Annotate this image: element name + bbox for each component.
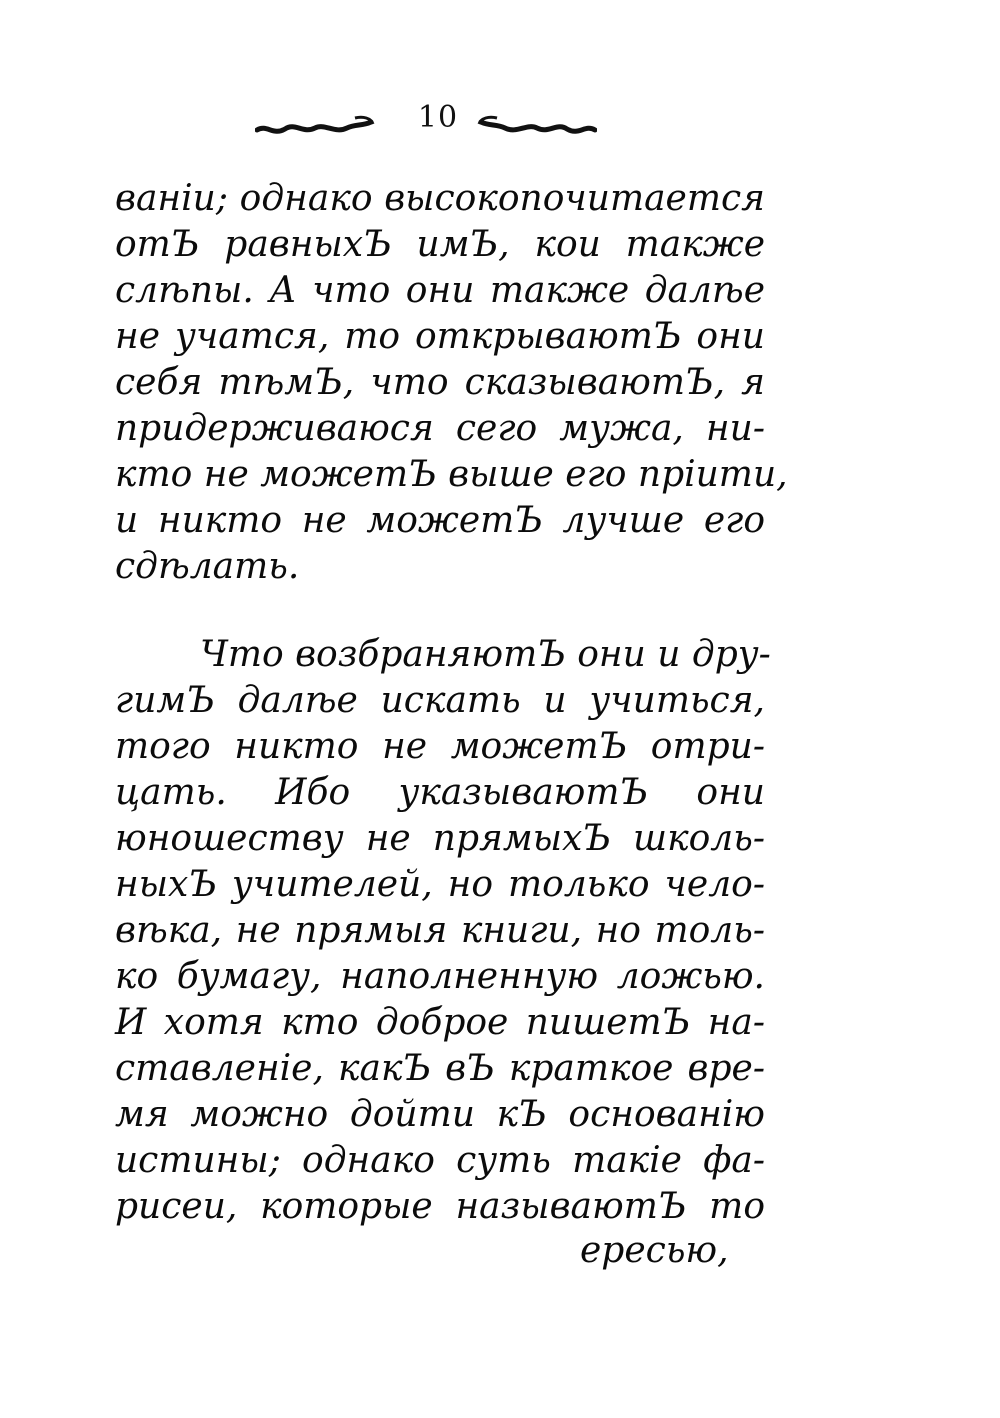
text-line: и никто не можетЪ лучше его [115,500,765,541]
text-line: истины; однако суть такiе фа- [115,1140,765,1181]
page-header [255,100,605,150]
text-line: ставленiе, какЪ вЪ краткое вре- [115,1048,765,1089]
text-line: не учатся, то открываютЪ они [115,316,765,357]
text-line: юношеству не прямыхЪ школь- [115,818,765,859]
text-line: гимЪ далѣе искать и учиться, [115,680,765,721]
text-line: ко бумагу, наполненную ложью. [115,956,765,997]
text-line: придерживаюся сего мужа, ни- [115,408,765,449]
text-line: мя можно дойти кЪ основанiю [115,1094,765,1135]
text-line: отЪ равныхЪ имЪ, кои также [115,224,765,265]
text-line: того никто не можетЪ отри- [115,726,765,767]
catchword-text: ересью, [580,1230,729,1271]
text-line: цать. Ибо указываютЪ они [115,772,765,813]
text-line: Что возбраняютЪ они и дру- [200,634,771,675]
left-ornament-icon [255,114,375,140]
page-number: 10 [417,100,459,135]
text-line: ныхЪ учителей, но только чело- [115,864,765,905]
right-ornament-icon [477,114,597,140]
text-line: ванiи; однако высокопочитается [115,178,765,219]
text-line: рисеи, которые называютЪ то [115,1186,765,1227]
text-line: вѣка, не прямыя книги, но толь- [115,910,765,951]
text-line: кто не можетЪ выше его прiити, [115,454,788,495]
text-line: себя тѣмЪ, что сказываютЪ, я [115,362,765,403]
text-line: сдѣлать. [115,546,300,587]
text-line: И хотя кто доброе пишетЪ на- [115,1002,765,1043]
text-line: слѣпы. А что они также далѣе [115,270,765,311]
